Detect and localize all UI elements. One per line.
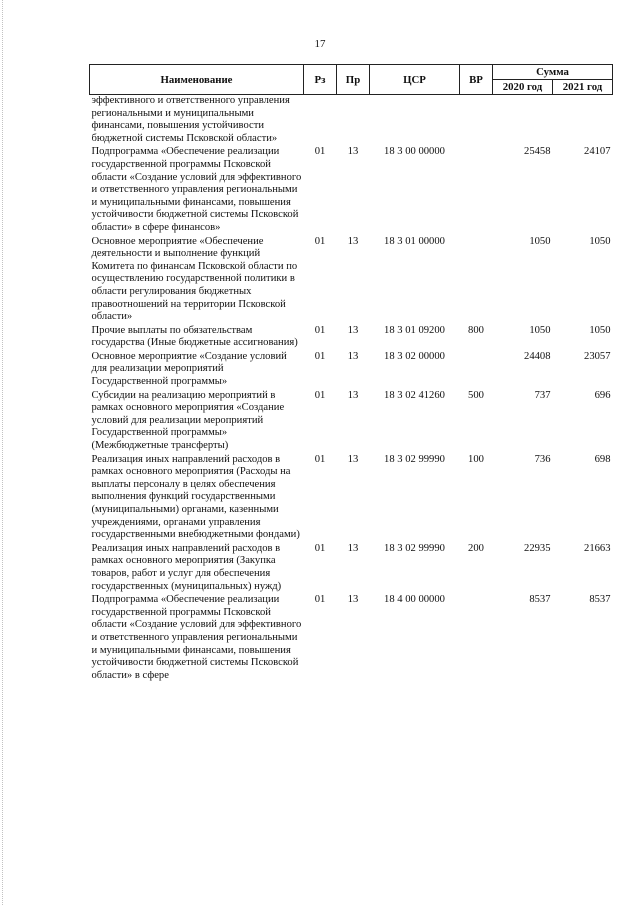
row-sum-2020: 737 xyxy=(534,389,551,401)
row-sum-2020: 8537 xyxy=(529,594,551,606)
page-number: 17 xyxy=(314,38,326,50)
row-sum-2021: 21663 xyxy=(584,542,611,554)
row-sum-2020: 25458 xyxy=(524,146,551,158)
row-csr: 18 3 02 00000 xyxy=(384,350,445,362)
row-rz: 01 xyxy=(314,324,326,336)
table-row xyxy=(90,325,613,351)
scan-edge-artifact xyxy=(2,0,4,905)
row-rz xyxy=(304,95,337,147)
row-sum-2021: 1050 xyxy=(589,324,611,336)
row-vr: 800 xyxy=(468,324,484,336)
row-sum-2020: 22935 xyxy=(524,542,551,554)
row-name: Реализация иных направлений расходов в рамках основного мероприятия (Закупка товаров, работ и услуг для обеспечения государственных (муниципальных) нужд) xyxy=(91,542,282,592)
row-name: Реализация иных направлений расходов в рамках основного мероприятия (Расходы на выплаты персоналу в целях обеспечения выполнения функций государственными (муниципальными) органами, казенными учреждениями, органами управления государственными внебюджетными фондами) xyxy=(91,453,300,541)
row-vr xyxy=(460,146,493,235)
table-row xyxy=(90,95,613,147)
row-name: Подпрограмма «Обеспечение реализации государственной программы Псковской области «Создание условий для эффективного и ответственного управления региональными и муниципальными финансами, повышения устойчивости бюджетной системы Псковской области» в сфере финансов» xyxy=(91,146,302,233)
row-pr: 13 xyxy=(347,324,359,336)
row-name: Подпрограмма «Обеспечение реализации государственной программы Псковской области «Создание условий для эффективного и ответственного управления региональными и муниципальными финансами, повышения устойчивости бюджетной системы Псковской области» в сфере xyxy=(91,594,302,681)
header-sum: Сумма xyxy=(493,65,613,80)
header-year-2021: 2021 год xyxy=(553,80,613,95)
row-csr: 18 3 01 00000 xyxy=(384,235,445,247)
row-sum-2021: 8537 xyxy=(589,594,611,606)
row-sum-2020: 24408 xyxy=(524,350,551,362)
row-vr: 100 xyxy=(468,453,484,465)
row-pr: 13 xyxy=(347,235,359,247)
row-sum-2021 xyxy=(553,95,613,147)
table-row xyxy=(90,351,613,390)
row-sum-2020 xyxy=(493,95,553,147)
header-pr: Пр xyxy=(337,65,370,95)
row-sum-2020: 1050 xyxy=(529,235,551,247)
row-name: Субсидии на реализацию мероприятий в рамках основного мероприятия «Создание условий для реализации мероприятий Государственной программы» (Межбюджетные трансферты) xyxy=(91,389,285,452)
row-sum-2021: 23057 xyxy=(584,350,611,362)
row-csr: 18 3 02 99990 xyxy=(384,453,445,465)
table-row xyxy=(90,594,613,683)
row-rz: 01 xyxy=(314,146,326,158)
header-rz: Рз xyxy=(304,65,337,95)
row-pr: 13 xyxy=(347,453,359,465)
row-vr: 500 xyxy=(468,389,484,401)
table-body xyxy=(90,95,613,684)
table-header xyxy=(90,65,613,95)
row-vr: 200 xyxy=(468,542,484,554)
row-sum-2021: 24107 xyxy=(584,146,611,158)
row-csr: 18 3 00 00000 xyxy=(384,146,445,158)
header-year-2020: 2020 год xyxy=(493,80,553,95)
row-csr xyxy=(370,95,460,147)
row-sum-2021: 1050 xyxy=(589,235,611,247)
row-vr xyxy=(460,95,493,147)
table-row xyxy=(90,146,613,235)
row-vr xyxy=(460,594,493,683)
table-row xyxy=(90,454,613,543)
row-pr: 13 xyxy=(347,542,359,554)
header-vr: ВР xyxy=(460,65,493,95)
row-rz: 01 xyxy=(314,235,326,247)
row-rz: 01 xyxy=(314,453,326,465)
row-pr: 13 xyxy=(347,146,359,158)
row-csr: 18 3 02 41260 xyxy=(384,389,445,401)
row-sum-2020: 736 xyxy=(534,453,551,465)
row-rz: 01 xyxy=(314,389,326,401)
row-name: Основное мероприятие «Обеспечение деятельности и выполнение функций Комитета по финансам Псковской области по осуществлению государственной политики в области регулирования бюджетных правоотношений на территории Псковской области» xyxy=(91,235,298,323)
budget-table xyxy=(89,64,613,683)
header-name: Наименование xyxy=(90,65,304,95)
table-row xyxy=(90,236,613,325)
row-pr xyxy=(337,95,370,147)
table-row xyxy=(90,390,613,454)
row-sum-2021: 696 xyxy=(594,389,611,401)
row-pr: 13 xyxy=(347,389,359,401)
row-name: Основное мероприятие «Создание условий для реализации мероприятий Государственной программы» xyxy=(91,350,287,388)
row-vr xyxy=(460,351,493,390)
row-name: эффективного и ответственного управления региональными и муниципальными финансами, повышения устойчивости бюджетной системы Псковской области» xyxy=(91,95,290,144)
row-vr xyxy=(460,236,493,325)
row-rz: 01 xyxy=(314,594,326,606)
row-name: Прочие выплаты по обязательствам государства (Иные бюджетные ассигнования) xyxy=(91,324,298,349)
row-pr: 13 xyxy=(347,350,359,362)
row-rz: 01 xyxy=(314,350,326,362)
row-csr: 18 3 02 99990 xyxy=(384,542,445,554)
row-sum-2021: 698 xyxy=(594,453,611,465)
header-csr: ЦСР xyxy=(370,65,460,95)
row-pr: 13 xyxy=(347,594,359,606)
row-sum-2020: 1050 xyxy=(529,324,551,336)
row-csr: 18 3 01 09200 xyxy=(384,324,445,336)
table-row xyxy=(90,543,613,594)
row-csr: 18 4 00 00000 xyxy=(384,594,445,606)
row-rz: 01 xyxy=(314,542,326,554)
